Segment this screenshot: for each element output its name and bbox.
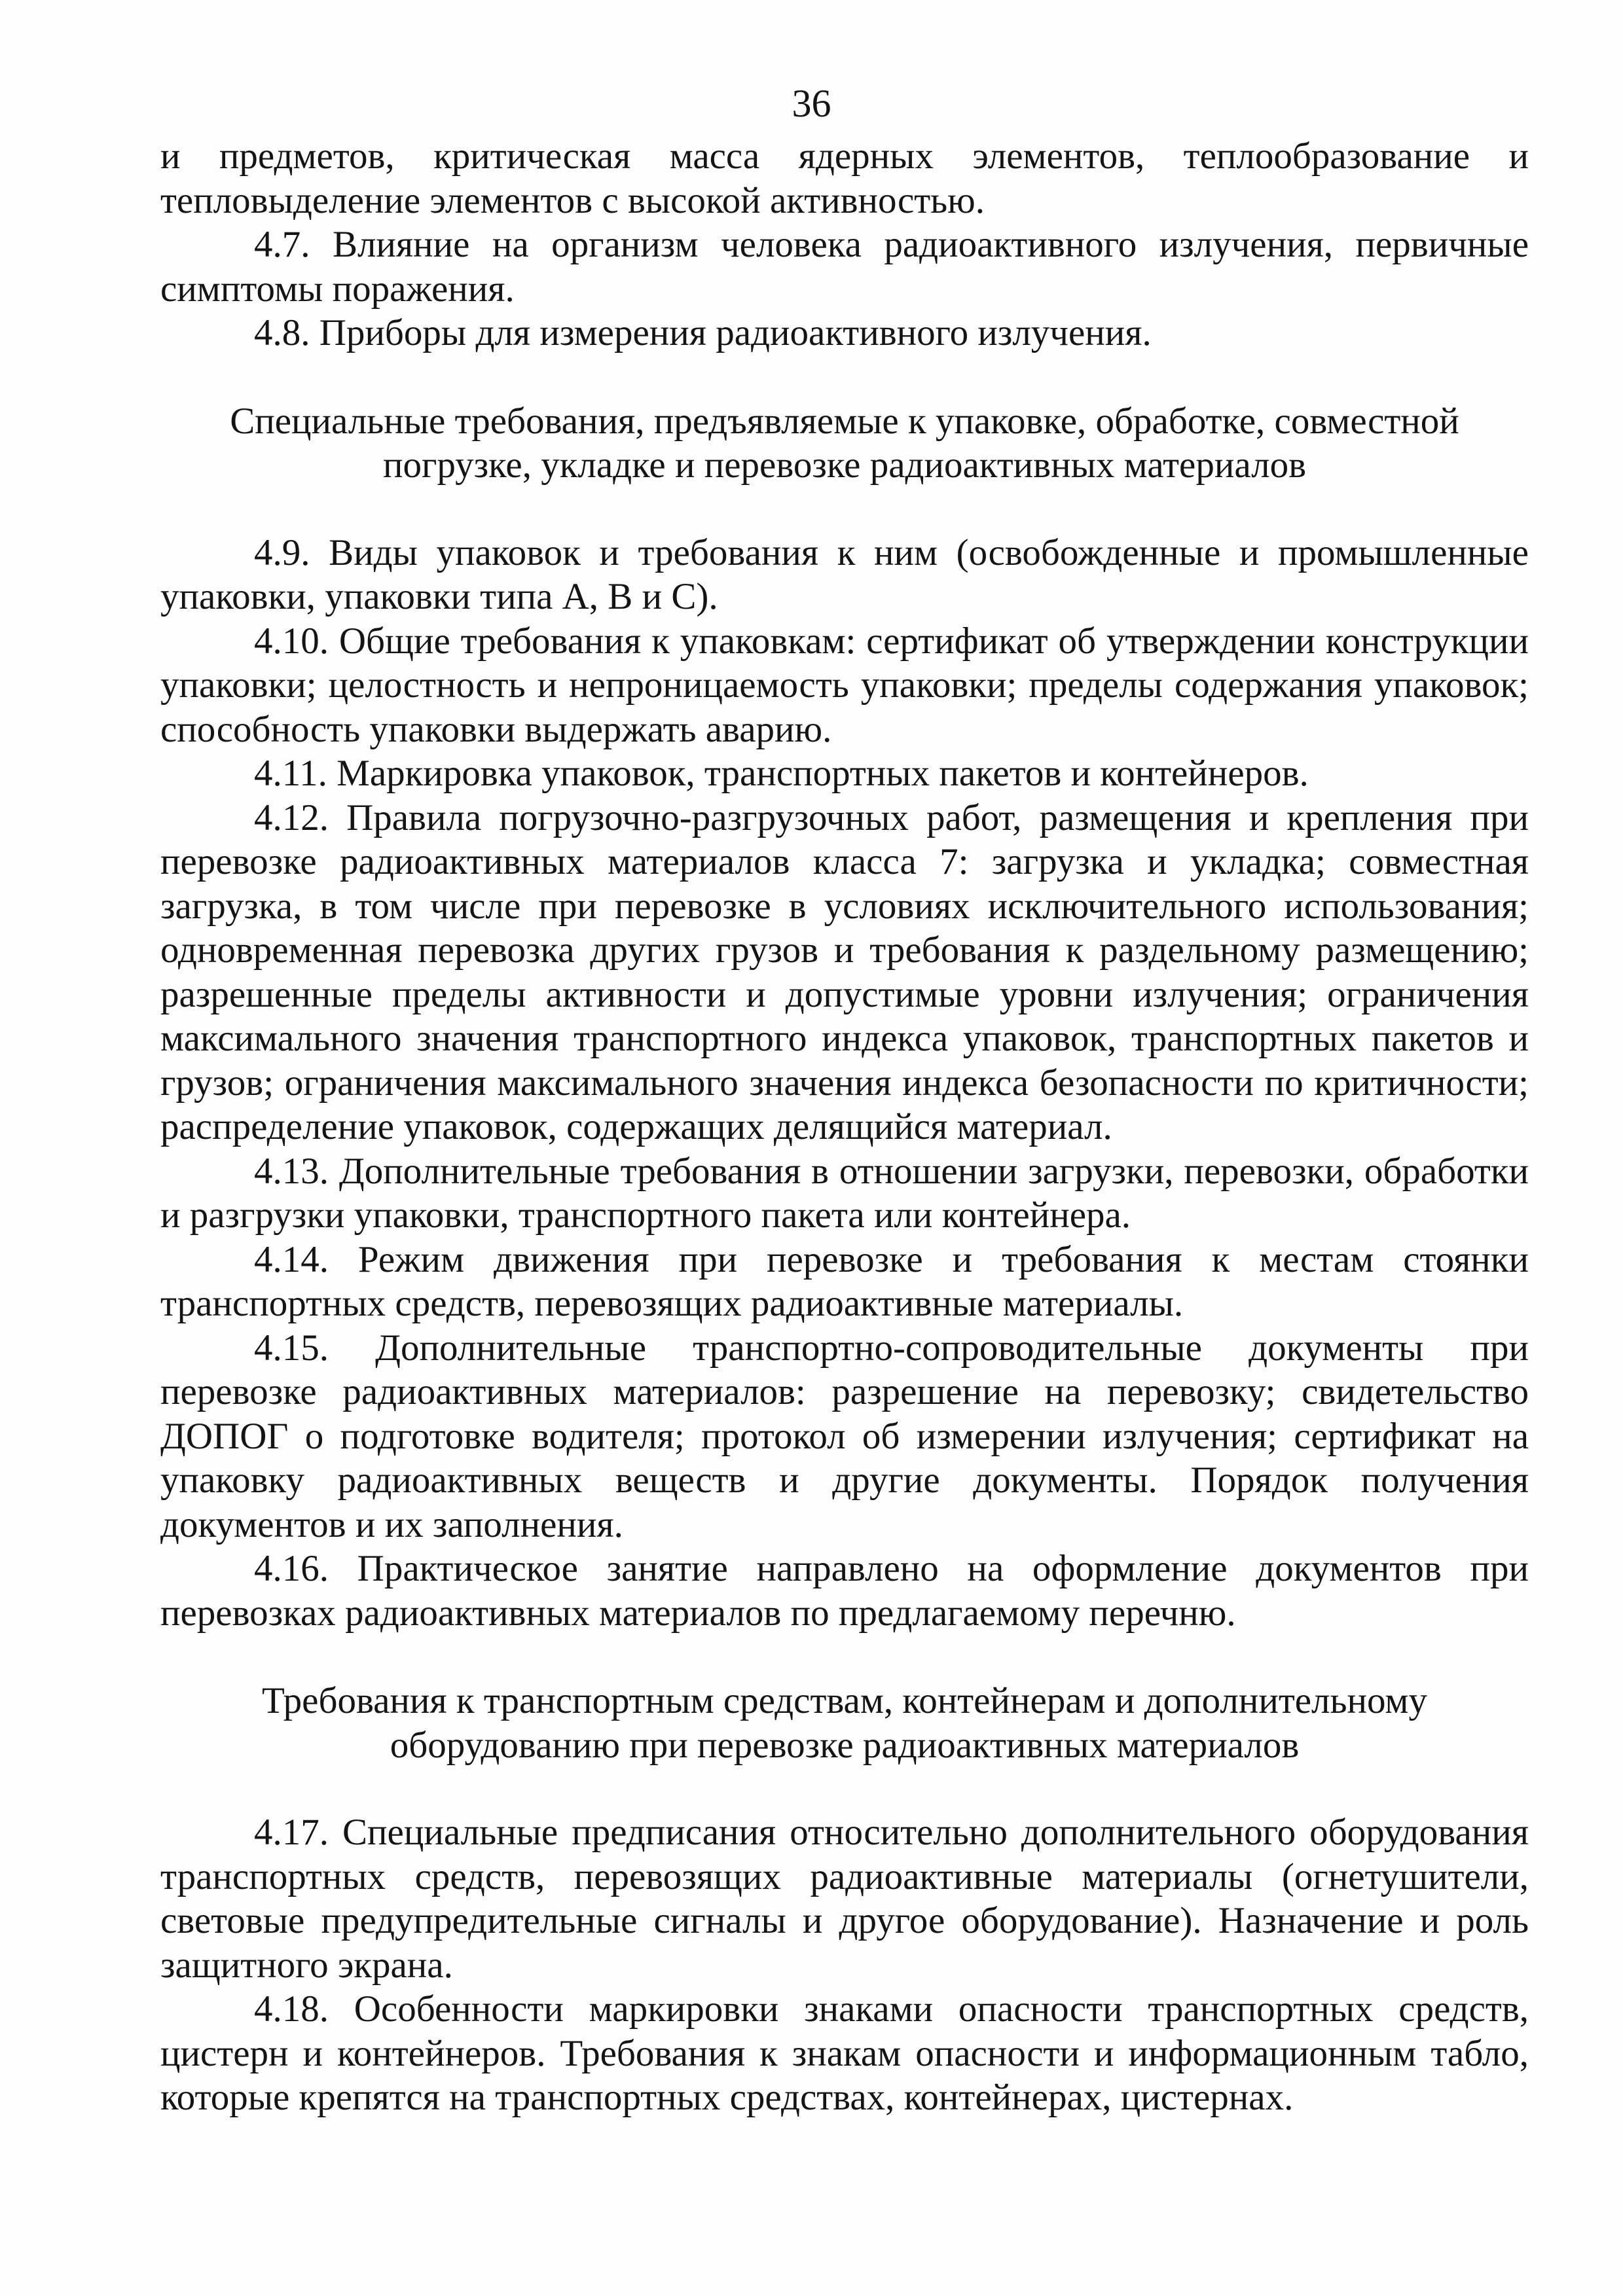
spacer [160,488,1529,531]
spacer [160,1635,1529,1679]
paragraph-4-11: 4.11. Маркировка упаковок, транспортных пакетов и контейнеров. [254,753,1309,794]
paragraph-4-7: 4.7. Влияние на организм человека радиоактивного излучения, первичные симптомы поражения. [160,224,1529,310]
paragraph-4-17: 4.17. Специальные предписания относительно дополнительного оборудования транспортных средств, перевозящих радиоактивные материалы (огнетушители, световые предупредительные сигналы и другое оборудование). Назначение и роль защитного экрана. [160,1812,1529,1986]
paragraph-4-10: 4.10. Общие требования к упаковкам: сертификат об утверждении конструкции упаковки; целостность и непроницаемость упаковки; пределы содержания упаковок; способность упаковки выдержать аварию. [160,620,1529,750]
paragraph-4-15: 4.15. Дополнительные транспортно-сопроводительные документы при перевозке радиоактивных материалов: разрешение на перевозку; свидетельство ДОПОГ о подготовке водителя; протокол об измерении излучения; сертификат на упаковку радиоактивных веществ и другие документы. Порядок получения документов и их заполнения. [160,1327,1529,1545]
page-number: 36 [792,82,831,125]
paragraph-4-13: 4.13. Дополнительные требования в отношении загрузки, перевозки, обработки и разгрузки упаковки, транспортного пакета или контейнера. [160,1150,1529,1236]
document-body [160,134,1529,2120]
paragraph-4-16: 4.16. Практическое занятие направлено на оформление документов при перевозках радиоактивных материалов по предлагаемому перечню. [160,1548,1529,1634]
paragraph-4-8: 4.8. Приборы для измерения радиоактивного излучения. [254,312,1152,353]
paragraph-continuation: и предметов, критическая масса ядерных элементов, теплообразование и тепловыделение элементов с высокой активностью. [160,135,1529,221]
section-heading-packaging: Специальные требования, предъявляемые к упаковке, обработке, совместной погрузке, укладке и перевозке радиоактивных материалов [230,400,1459,486]
paragraph-4-12: 4.12. Правила погрузочно-разгрузочных работ, размещения и крепления при перевозке радиоактивных материалов класса 7: загрузка и укладка; совместная загрузка, в том числе при перевозке в условиях исключительного использования; одновременная перевозка других грузов и требования к раздельному размещению; разрешенные пределы активности и допустимые уровни излучения; ограничения максимального значения транспортного индекса упаковок, транспортных пакетов и грузов; ограничения максимального значения индекса безопасности по критичности; распределение упаковок, содержащих делящийся материал. [160,797,1529,1147]
spacer [160,355,1529,399]
spacer [160,1767,1529,1810]
paragraph-4-9: 4.9. Виды упаковок и требования к ним (освобожденные и промышленные упаковки, упаковки типа А, В и С). [160,531,1529,617]
section-heading-vehicles: Требования к транспортным средствам, контейнерам и дополнительному оборудованию при перевозке радиоактивных материалов [262,1680,1427,1766]
paragraph-4-14: 4.14. Режим движения при перевозке и требования к местам стоянки транспортных средств, перевозящих радиоактивные материалы. [160,1238,1529,1324]
paragraph-4-18: 4.18. Особенности маркировки знаками опасности транспортных средств, цистерн и контейнеров. Требования к знакам опасности и информационным табло, которые крепятся на транспортных средствах, контейнерах, цистернах. [160,1988,1529,2118]
